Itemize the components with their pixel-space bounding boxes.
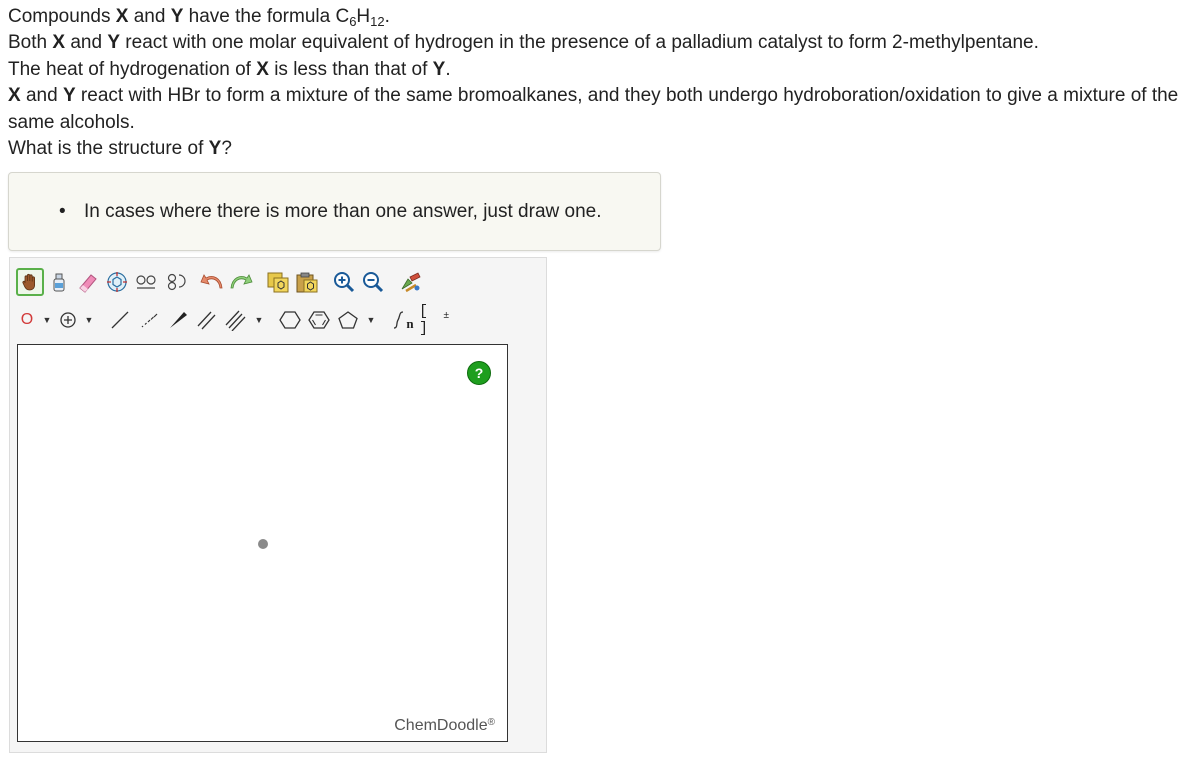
question-line-2: Both X and Y react with one molar equivalent of hydrogen in the presence of a palladium catalyst to form 2-methylpentane.	[8, 32, 1039, 54]
hint-box	[8, 172, 661, 251]
ring-pentagon-icon[interactable]	[334, 306, 362, 334]
clean-icon[interactable]	[396, 268, 424, 296]
undo-icon[interactable]	[198, 268, 226, 296]
charge-dropdown[interactable]	[81, 306, 97, 334]
triple-bond-icon[interactable]	[222, 306, 250, 334]
redo-icon[interactable]	[227, 268, 255, 296]
chevron-down-icon: ▼	[254, 315, 264, 325]
ring-dropdown[interactable]	[363, 306, 379, 334]
zoom-in-icon[interactable]	[330, 268, 358, 296]
chevron-down-icon: ▼	[42, 315, 52, 325]
ring-cyclohexane-icon[interactable]	[276, 306, 304, 334]
eraser-icon[interactable]	[74, 268, 102, 296]
drawing-canvas[interactable]	[17, 344, 508, 742]
atom-label-text: O	[20, 311, 34, 328]
flip-icon[interactable]	[132, 268, 160, 296]
copy-icon[interactable]	[264, 268, 292, 296]
hand-icon[interactable]	[16, 268, 44, 296]
toolbar-row-1	[16, 267, 425, 297]
help-button[interactable]: ?	[467, 361, 491, 385]
hint-bullet: •	[59, 201, 66, 222]
atom-dropdown[interactable]	[39, 306, 55, 334]
double-bond-icon[interactable]	[193, 306, 221, 334]
rotate-icon[interactable]	[161, 268, 189, 296]
zoom-out-icon[interactable]	[359, 268, 387, 296]
ring-benzene-icon[interactable]	[305, 306, 333, 334]
wedge-hash-bond-icon[interactable]	[135, 306, 163, 334]
chemdoodle-logo	[394, 717, 495, 735]
bracket-charge-label: ±	[443, 309, 449, 321]
cursor-dot	[258, 539, 268, 549]
question-text	[8, 4, 1193, 162]
question-line-3: The heat of hydrogenation of X is less than that of Y.	[8, 58, 451, 80]
repeat-unit-label: n	[406, 316, 414, 331]
wedge-bond-icon[interactable]	[164, 306, 192, 334]
paste-icon[interactable]	[293, 268, 321, 296]
bracket-label: [ ]	[419, 303, 429, 337]
bond-dropdown[interactable]	[251, 306, 267, 334]
atom-label-icon[interactable]	[16, 306, 38, 334]
charge-icon[interactable]	[56, 306, 80, 334]
toolbar-row-2	[16, 305, 450, 335]
chevron-down-icon: ▼	[366, 315, 376, 325]
hint-text: In cases where there is more than one answer, just draw one.	[84, 201, 602, 222]
question-line-4: X and Y react with HBr to form a mixture of the same bromoalkanes, and they both undergo hydroboration/oxidation to give a mixture of the same alcohols.	[8, 85, 1179, 133]
chemdoodle-sketcher	[9, 257, 547, 753]
bracket-charge-icon[interactable]	[419, 303, 449, 337]
single-bond-icon[interactable]	[106, 306, 134, 334]
question-line-1: Compounds X and Y have the formula $C_6H_{12}$.	[8, 6, 390, 29]
repeat-unit-icon[interactable]	[388, 306, 418, 334]
chevron-down-icon: ▼	[84, 315, 94, 325]
center-molecule-icon[interactable]	[103, 268, 131, 296]
eraser-bottle-icon[interactable]	[45, 268, 73, 296]
registered-mark: ®	[487, 717, 495, 728]
question-line-5: What is the structure of Y?	[8, 138, 232, 160]
brand-text: ChemDoodle	[394, 717, 488, 734]
